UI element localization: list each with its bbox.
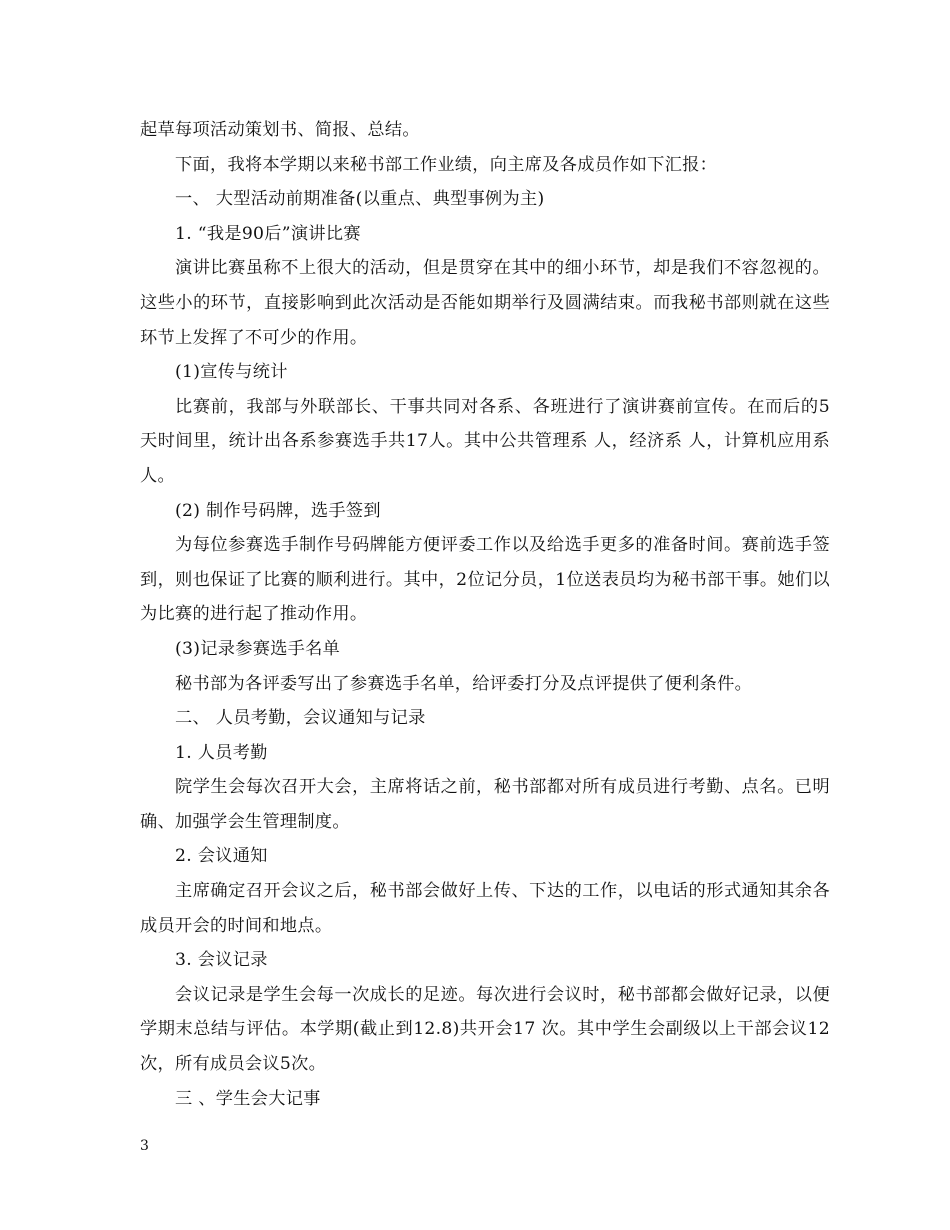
document-body <box>140 113 830 1116</box>
paragraph: 秘书部为各评委写出了参赛选手名单，给评委打分及点评提供了便利条件。 <box>175 673 753 694</box>
paragraph: 下面，我将本学期以来秘书部工作业绩，向主席及各成员作如下汇报： <box>175 154 718 175</box>
subsection-heading: 1. “我是90后”演讲比赛 <box>175 223 361 244</box>
paragraph: 院学生会每次召开大会，主席将话之前，秘书部都对所有成员进行考勤、点名。已明确、加强学会生管理制度。 <box>140 777 830 832</box>
subsection-heading: 2. 会议通知 <box>175 846 268 867</box>
item-heading: (2) 制作号码牌，选手签到 <box>175 500 381 521</box>
paragraph: 会议记录是学生会每一次成长的足迹。每次进行会议时，秘书部都会做好记录，以便学期末总结与评估。本学期(截止到12.8)共开会17 次。其中学生会副级以上干部会议12次，所有成员会议5次。 <box>140 984 830 1075</box>
paragraph: 为每位参赛选手制作号码牌能方便评委工作以及给选手更多的准备时间。赛前选手签到，则也保证了比赛的顺利进行。其中，2位记分员，1位送表员均为秘书部干事。她们以为比赛的进行起了推动作用。 <box>140 535 830 625</box>
paragraph: 主席确定召开会议之后，秘书部会做好上传、下达的工作，以电话的形式通知其余各成员开会的时间和地点。 <box>140 881 830 936</box>
section-heading: 二、 人员考勤，会议通知与记录 <box>175 708 426 729</box>
subsection-heading: 1. 人员考勤 <box>175 742 268 763</box>
section-heading: 一、 大型活动前期准备(以重点、典型事例为主) <box>175 189 545 210</box>
page-number: 3 <box>140 1138 149 1154</box>
paragraph: 演讲比赛虽称不上很大的活动，但是贯穿在其中的细小环节，却是我们不容忽视的。这些小的环节，直接影响到此次活动是否能如期举行及圆满结束。而我秘书部则就在这些环节上发挥了不可少的作用。 <box>140 258 830 348</box>
item-heading: (1)宣传与统计 <box>175 362 288 383</box>
section-heading: 三 、学生会大记事 <box>175 1088 321 1109</box>
paragraph: 起草每项活动策划书、简报、总结。 <box>140 120 420 140</box>
paragraph: 比赛前，我部与外联部长、干事共同对各系、各班进行了演讲赛前宣传。在而后的5天时间里，统计出各系参赛选手共17人。其中公共管理系 人，经济系 人，计算机应用系 人。 <box>140 396 830 486</box>
item-heading: (3)记录参赛选手名单 <box>175 638 341 659</box>
subsection-heading: 3. 会议记录 <box>175 950 268 971</box>
